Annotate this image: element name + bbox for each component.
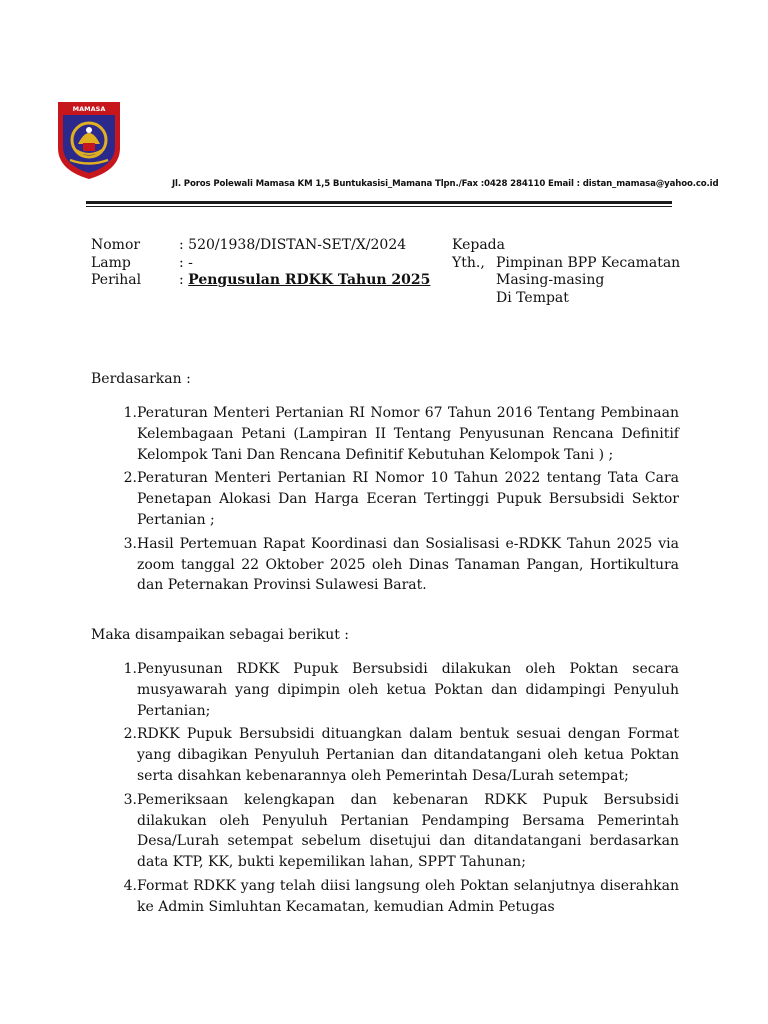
addressee-block <box>452 237 680 307</box>
perihal-value: Pengusulan RDKK Tahun 2025 <box>188 272 431 288</box>
list-item <box>91 403 679 465</box>
letterhead-divider <box>86 201 672 204</box>
addressee-line1: Pimpinan BPP Kecamatan <box>496 254 681 271</box>
list-item-text: Penyusunan RDKK Pupuk Bersubsidi dilakukan oleh Poktan secara musyawarah yang dipimpin oleh ketua Poktan dan didampingi Penyuluh Pertanian; <box>137 661 679 719</box>
lamp-label: Lamp <box>91 254 131 271</box>
list-item-text: Peraturan Menteri Pertanian RI Nomor 10 Tahun 2022 tentang Tata Cara Penetapan Alokasi Dan Harga Eceran Tertinggi Pupuk Bersubsidi Sektor Pertanian ; <box>137 470 679 528</box>
list-item-text: Hasil Pertemuan Rapat Koordinasi dan Sosialisasi e-RDKK Tahun 2025 via zoom tanggal 22 Oktober 2025 oleh Dinas Tanaman Pangan, Hortikultura dan Peternakan Provinsi Sulawesi Barat. <box>137 535 679 594</box>
list-item <box>91 468 679 530</box>
list-item <box>91 659 679 721</box>
intro-maka: Maka disampaikan sebagai berikut : <box>91 627 350 643</box>
yth-label: Yth., <box>452 254 485 271</box>
lamp-row <box>91 255 430 273</box>
list-item-number: 3. <box>123 791 137 808</box>
list-item <box>91 790 679 873</box>
list-item-text: Format RDKK yang telah diisi langsung oleh Poktan selanjutnya diserahkan ke Admin Simluhtan Kecamatan, kemudian Admin Petugas <box>137 877 679 915</box>
letter-meta <box>91 237 430 290</box>
list-item <box>91 724 679 786</box>
list-item-number: 3. <box>123 535 137 552</box>
perihal-label: Perihal <box>91 272 142 288</box>
instruction-list <box>91 659 679 921</box>
perihal-colon: : <box>179 272 189 288</box>
list-item <box>91 534 679 596</box>
nomor-value: : 520/1938/DISTAN-SET/X/2024 <box>179 237 407 253</box>
addressee-line2: Masing-masing <box>496 272 605 288</box>
list-item-text: Pemeriksaan kelengkapan dan kebenaran RDKK Pupuk Bersubsidi dilakukan oleh Penyuluh Pertanian Pendamping Bersama Pemerintah Desa/Lurah setempat sebelum disetujui dan ditandatangani berdasarkan data KTP, KK, bukti kepemilikan lahan, SPPT Tahunan; <box>137 791 679 871</box>
lamp-value: : - <box>179 254 193 271</box>
yth-row <box>452 255 680 273</box>
list-item-number: 4. <box>123 877 137 894</box>
list-item-text: Peraturan Menteri Pertanian RI Nomor 67 Tahun 2016 Tentang Pembinaan Kelembagaan Petani (Lampiran II Tentang Penyusunan Rencana Definitif Kelompok Tani Dan Rencana Definitif Kebutuhan Kelompok Tani ) ; <box>137 405 679 463</box>
perihal-row <box>91 272 430 290</box>
regency-logo <box>56 100 122 180</box>
addressee-line3: Di Tempat <box>496 289 569 306</box>
list-item-text: RDKK Pupuk Bersubsidi dituangkan dalam bentuk sesuai dengan Format yang dibagikan Penyuluh Pertanian dan ditandatangani oleh ketua Poktan serta disahkan kebenarannya oleh Pemerintah Desa/Lurah setempat; <box>137 726 679 784</box>
legal-basis-list <box>91 403 679 599</box>
list-item-number: 2. <box>123 470 137 487</box>
shield-emblem-icon <box>56 100 122 180</box>
list-item-number: 1. <box>123 661 137 677</box>
list-item-number: 2. <box>123 726 137 743</box>
letterhead-address: Jl. Poros Polewali Mamasa KM 1,5 Buntukasisi_Mamana Tlpn./Fax :0428 284110 Email : distan_mamasa@yahoo.co.id <box>172 179 719 189</box>
list-item-number: 1. <box>123 405 137 421</box>
nomor-label: Nomor <box>91 237 141 253</box>
kepada-line: Kepada <box>452 237 505 253</box>
logo-text: MAMASA <box>72 105 106 113</box>
intro-berdasarkan: Berdasarkan : <box>91 371 191 387</box>
list-item <box>91 876 679 918</box>
letterhead-divider-thin <box>86 206 672 207</box>
nomor-row <box>91 237 430 255</box>
